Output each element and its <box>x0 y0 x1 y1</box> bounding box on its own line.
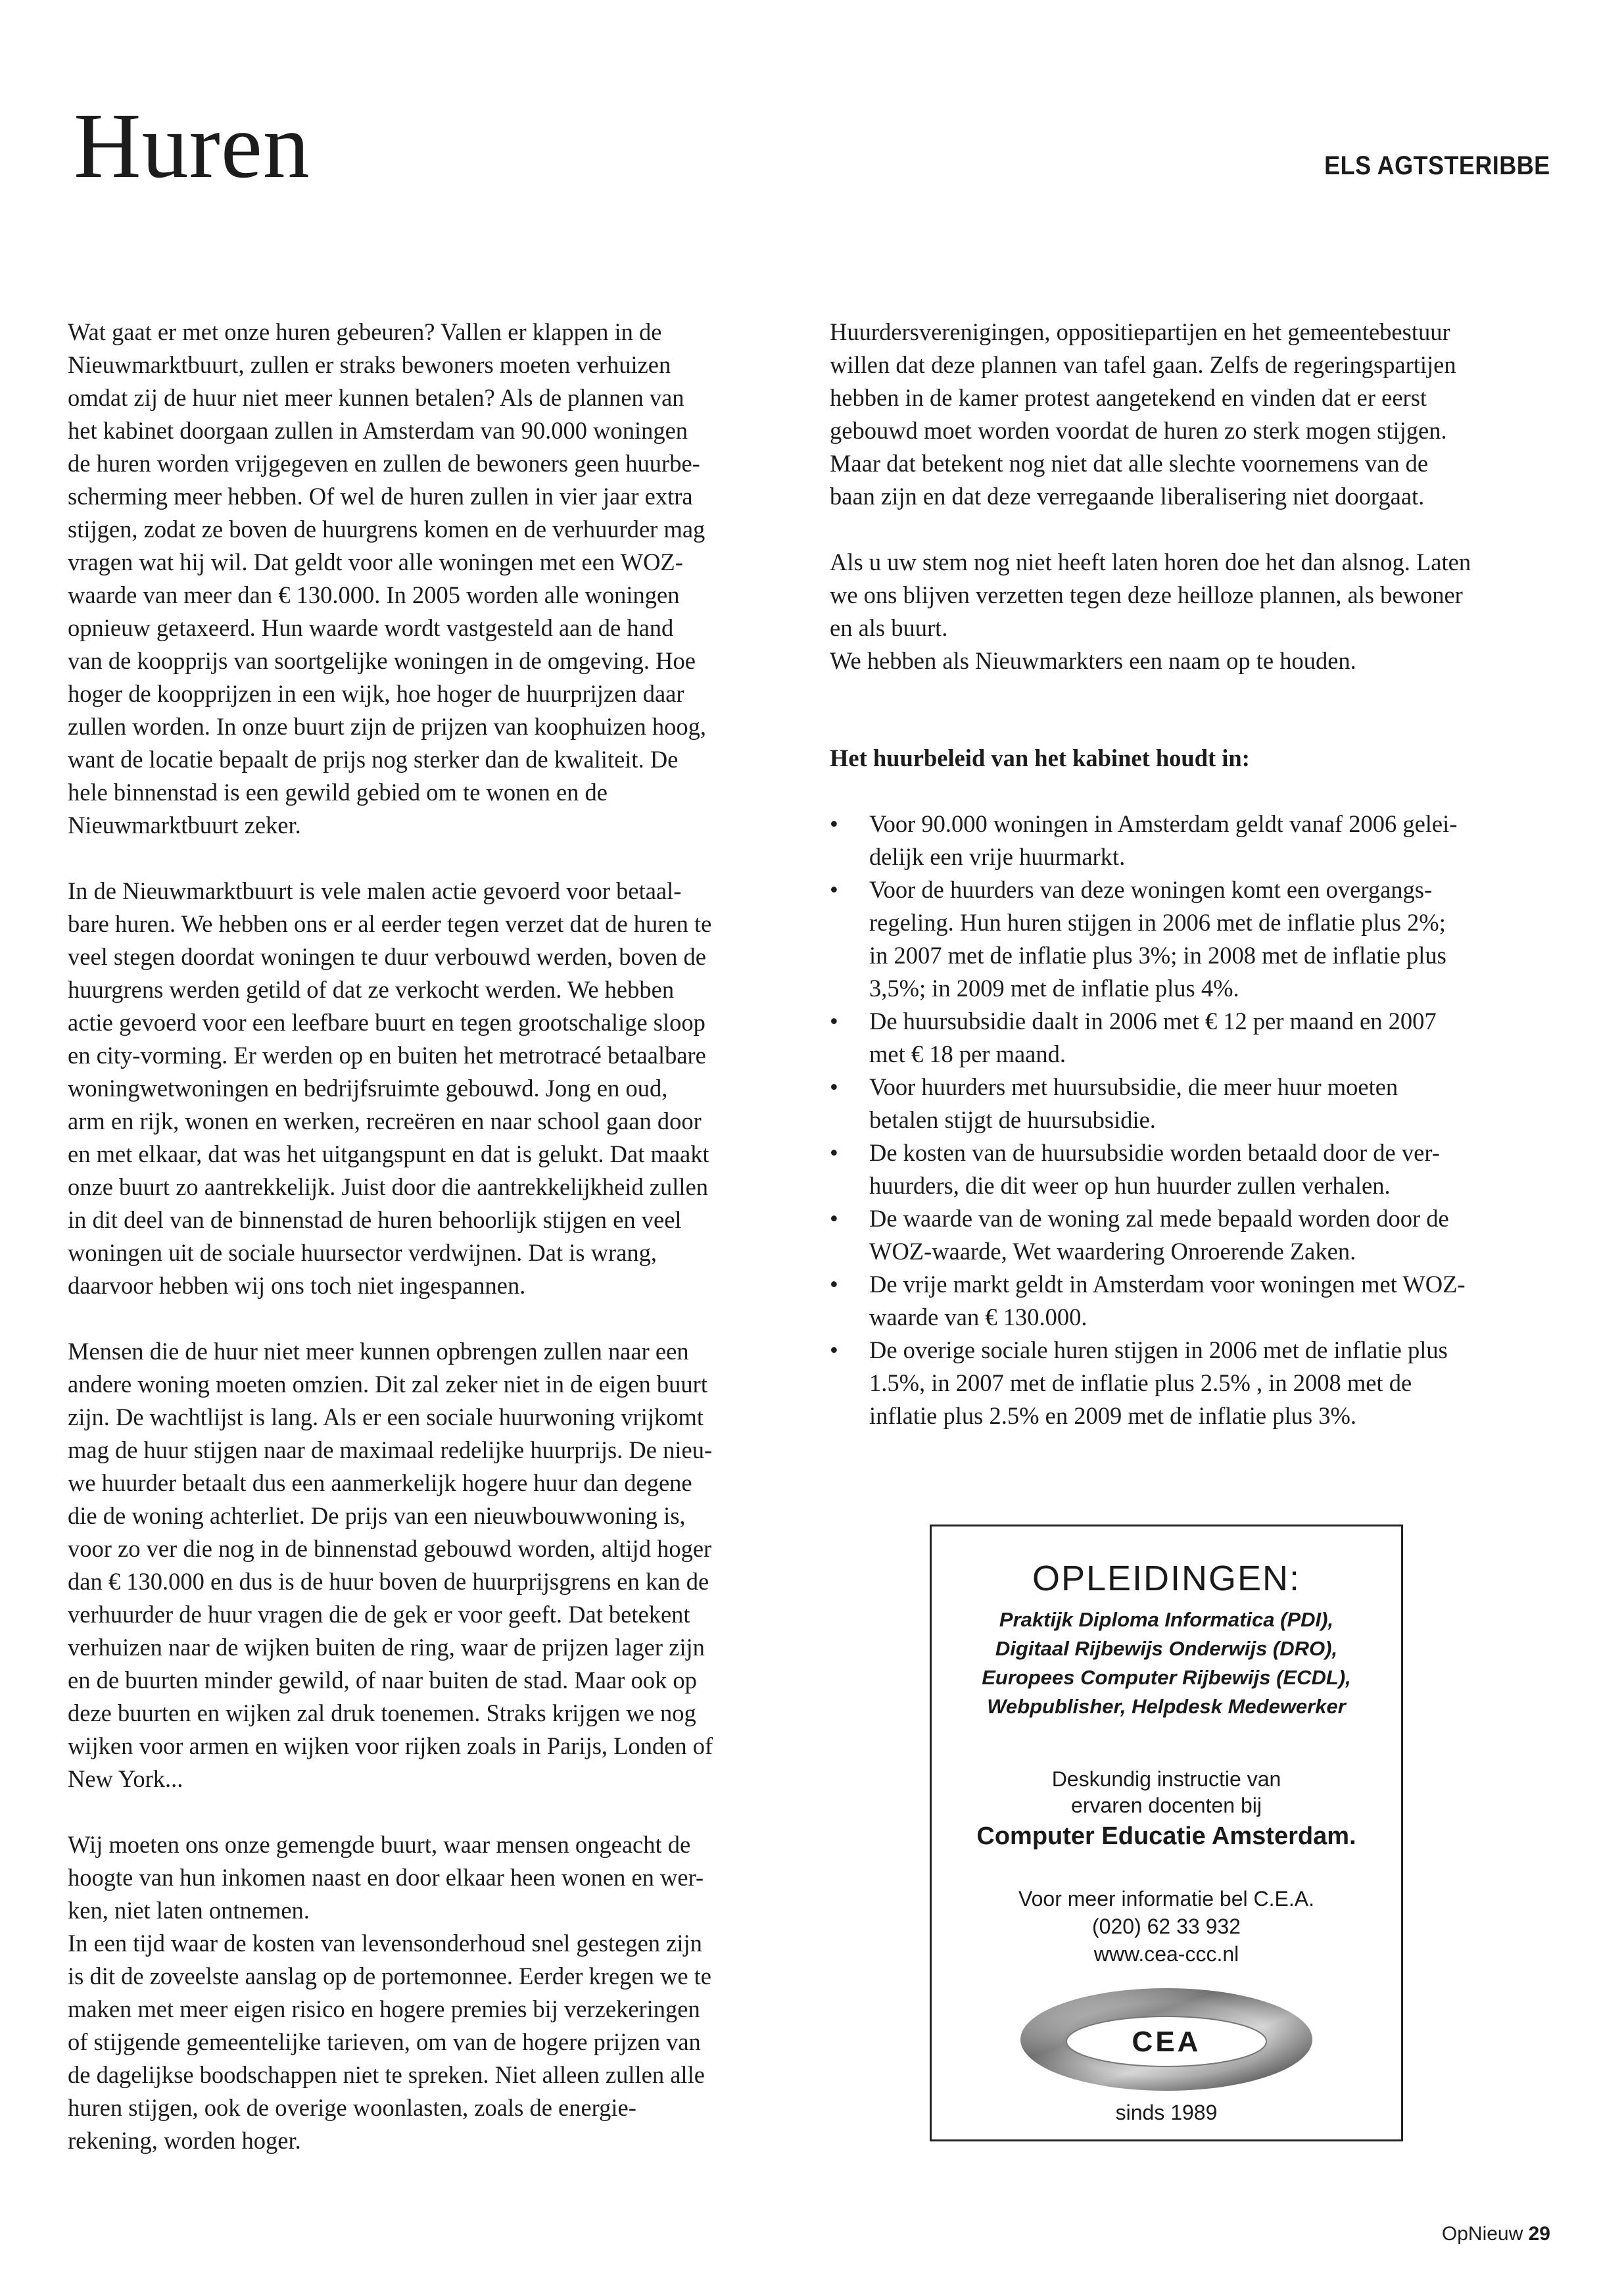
paragraph <box>68 875 788 1302</box>
text-line: vragen wat hij wil. Dat geldt voor alle woningen met een WOZ- <box>68 549 683 575</box>
text-line: en city-vorming. Er werden op en buiten het metrotracé betaalbare <box>68 1042 706 1069</box>
page-number: 29 <box>1528 2223 1550 2245</box>
section-heading: Het huurbeleid van het kabinet houdt in: <box>830 744 1250 771</box>
text-line: wijken voor armen en wijken voor rijken zoals in Parijs, Londen of <box>68 1732 713 1759</box>
author-name: ELS AGTSTERIBBE <box>1324 151 1550 180</box>
text-line: Praktijk Diploma Informatica (PDI), <box>999 1608 1334 1631</box>
ad-company-name: Computer Educatie Amsterdam. <box>976 1822 1356 1850</box>
list-item <box>830 1268 1546 1334</box>
text-line: Nieuwmarktbuurt, zullen er straks bewoners moeten verhuizen <box>68 351 671 378</box>
text-line: bare huren. We hebben ons er al eerder tegen verzet dat de huren te <box>68 910 712 937</box>
advertisement-box <box>930 1525 1403 2141</box>
text-line: daarvoor hebben wij ons toch niet ingespannen. <box>68 1272 526 1299</box>
text-line: • Voor huurders met huursubsidie, die meer huur moeten <box>869 1073 1398 1100</box>
text-line: de huren worden vrijgegeven en zullen de bewoners geen huurbe- <box>68 450 700 477</box>
text-line: andere woning moeten omzien. Dit zal zeker niet in de eigen buurt <box>68 1371 707 1398</box>
paragraph <box>68 1828 788 1927</box>
text-line: Digitaal Rijbewijs Onderwijs (DRO), <box>995 1637 1338 1660</box>
ad-title: OPLEIDINGEN: <box>1032 1559 1301 1598</box>
text-line: opnieuw getaxeerd. Hun waarde wordt vastgesteld aan de hand <box>68 614 674 641</box>
text-line: Maar dat betekent nog niet dat alle slechte voornemens van de <box>830 450 1429 477</box>
text-line: gebouwd moet worden voordat de huren zo sterk mogen stijgen. <box>830 417 1447 444</box>
text-line: onze buurt zo aantrekkelijk. Juist door die aantrekkelijkheid zullen <box>68 1173 709 1200</box>
list-item <box>830 873 1546 1005</box>
text-line: actie gevoerd voor een leefbare buurt en tegen grootschalige sloop <box>68 1009 705 1036</box>
list-item <box>830 1136 1546 1202</box>
text-line: die de woning achterliet. De prijs van een nieuwbouwwoning is, <box>68 1502 686 1529</box>
cea-logo <box>1015 1984 1318 2095</box>
text-line: ken, niet laten ontnemen. <box>68 1897 310 1924</box>
text-line: zijn. De wachtlijst is lang. Als er een sociale huurwoning vrijkomt <box>68 1403 704 1430</box>
logo-text: CEA <box>1132 2026 1201 2058</box>
text-line: is dit de zoveelste aanslag op de portemonnee. Eerder kregen we te <box>68 1963 712 1989</box>
text-line: In een tijd waar de kosten van levensonderhoud snel gestegen zijn <box>68 1930 702 1957</box>
list-item <box>830 1202 1546 1268</box>
text-line: Voor meer informatie bel C.E.A. <box>1018 1887 1314 1911</box>
text-line: hele binnenstad is een gewild gebied om te wonen en de <box>68 779 608 806</box>
ad-instruction <box>932 1766 1401 1818</box>
text-line: huurgrens werden getild of dat ze verkocht werden. We hebben <box>68 976 675 1003</box>
list-item <box>830 1334 1546 1432</box>
text-line: • De kosten van de huursubsidie worden betaald door de ver- <box>869 1139 1440 1166</box>
text-line: stijgen, zodat ze boven de huurgrens komen en de verhuurder mag <box>68 516 705 543</box>
text-line: WOZ-waarde, Wet waardering Onroerende Zaken. <box>869 1238 1356 1265</box>
ad-since-year: sinds 1989 <box>1115 2101 1218 2124</box>
text-line: • Voor de huurders van deze woningen komt een overgangs- <box>869 876 1433 903</box>
paragraph <box>830 316 1546 513</box>
paragraph <box>68 316 788 842</box>
list-item <box>830 1071 1546 1136</box>
text-line: willen dat deze plannen van tafel gaan. Zelfs de regeringspartijen <box>830 351 1456 378</box>
text-line: inflatie plus 2.5% en 2009 met de inflatie plus 3%. <box>869 1402 1356 1429</box>
text-line: en als buurt. <box>830 614 948 641</box>
text-line: in dit deel van de binnenstad de huren behoorlijk stijgen en veel <box>68 1206 682 1233</box>
text-line: zullen worden. In onze buurt zijn de prijzen van koophuizen hoog, <box>68 713 707 740</box>
text-line: woningen uit de sociale huursector verdwijnen. Dat is wrang, <box>68 1239 657 1266</box>
paragraph <box>68 1927 788 2157</box>
paragraph <box>830 645 1546 677</box>
text-line: Nieuwmarktbuurt zeker. <box>68 812 301 839</box>
magazine-name: OpNieuw <box>1441 2223 1523 2245</box>
text-line: en de buurten minder gewild, of naar buiten de stad. Maar ook op <box>68 1667 697 1694</box>
text-line: we ons blijven verzetten tegen deze heilloze plannen, als bewoner <box>830 581 1463 608</box>
text-line: verhuizen naar de wijken buiten de ring, waar de prijzen lager zijn <box>68 1634 705 1661</box>
text-line: dan € 130.000 en dus is de huur boven de huurprijsgrens en kan de <box>68 1568 709 1595</box>
text-line: veel stegen doordat woningen te duur verbouwd werden, boven de <box>68 943 707 970</box>
text-line: huren stijgen, ook de overige woonlasten, zoals de energie- <box>68 2094 636 2121</box>
text-line: waarde van € 130.000. <box>869 1304 1087 1330</box>
text-line: Wij moeten ons onze gemengde buurt, waar mensen ongeacht de <box>68 1831 691 1858</box>
text-line: huurders, die dit weer op hun huurder zullen verhalen. <box>869 1172 1391 1199</box>
text-line: omdat zij de huur niet meer kunnen betalen? Als de plannen van <box>68 384 684 411</box>
page-footer <box>1442 2223 1550 2245</box>
text-line: de dagelijkse boodschappen niet te spreken. Niet alleen zullen alle <box>68 2061 705 2088</box>
text-line: Mensen die de huur niet meer kunnen opbrengen zullen naar een <box>68 1338 689 1365</box>
text-line: baan zijn en dat deze verregaande liberalisering niet doorgaat. <box>830 483 1425 510</box>
text-line: verhuurder de huur vragen die de gek er voor geeft. Dat betekent <box>68 1601 690 1628</box>
text-line: www.cea-ccc.nl <box>1093 1942 1239 1966</box>
text-line: woningwetwoningen en bedrijfsruimte gebouwd. Jong en oud, <box>68 1075 668 1102</box>
text-line: Wat gaat er met onze huren gebeuren? Vallen er klappen in de <box>68 318 662 345</box>
text-line: hoger de koopprijzen in een wijk, hoe hoger de huurprijzen daar <box>68 680 684 707</box>
paragraph <box>68 1335 788 1795</box>
text-line: waarde van meer dan € 130.000. In 2005 worden alle woningen <box>68 581 680 608</box>
list-item <box>830 808 1546 873</box>
text-line: In de Nieuwmarktbuurt is vele malen actie gevoerd voor betaal- <box>68 877 682 904</box>
text-line: (020) 62 33 932 <box>1092 1915 1241 1938</box>
text-line: ervaren docenten bij <box>1071 1794 1262 1817</box>
article-title: Huren <box>74 93 310 197</box>
text-line: betalen stijgt de huursubsidie. <box>869 1106 1156 1133</box>
text-line: Huurdersverenigingen, oppositiepartijen en het gemeentebestuur <box>830 318 1450 345</box>
text-line: hoogte van hun inkomen naast en door elkaar heen wonen en wer- <box>68 1864 704 1891</box>
text-line: in 2007 met de inflatie plus 3%; in 2008 met de inflatie plus <box>869 942 1446 969</box>
text-line: het kabinet doorgaan zullen in Amsterdam van 90.000 woningen <box>68 417 688 444</box>
text-line: Als u uw stem nog niet heeft laten horen doe het dan alsnog. Laten <box>830 549 1471 575</box>
text-line: mag de huur stijgen naar de maximaal redelijke huurprijs. De nieu- <box>68 1436 713 1463</box>
text-line: met € 18 per maand. <box>869 1040 1066 1067</box>
text-line: want de locatie bepaalt de prijs nog sterker dan de kwaliteit. De <box>68 746 679 773</box>
text-line: • Voor 90.000 woningen in Amsterdam geldt vanaf 2006 gelei- <box>869 810 1458 837</box>
text-line: arm en rijk, wonen en werken, recreëren en naar school gaan door <box>68 1108 702 1135</box>
text-line: Deskundig instructie van <box>1051 1767 1281 1791</box>
paragraph <box>830 546 1546 645</box>
text-line: rekening, worden hoger. <box>68 2127 301 2154</box>
ad-course-list <box>932 1605 1401 1721</box>
text-line: New York... <box>68 1765 183 1792</box>
text-line: deze buurten en wijken zal druk toenemen. Straks krijgen we nog <box>68 1699 696 1726</box>
text-line: regeling. Hun huren stijgen in 2006 met de inflatie plus 2%; <box>869 909 1446 936</box>
text-line: van de koopprijs van soortgelijke woningen in de omgeving. Hoe <box>68 647 696 674</box>
text-line: • De huursubsidie daalt in 2006 met € 12 per maand en 2007 <box>869 1008 1437 1035</box>
text-line: scherming meer hebben. Of wel de huren zullen in vier jaar extra <box>68 483 693 510</box>
text-line: hebben in de kamer protest aangetekend en vinden dat er eerst <box>830 384 1427 411</box>
text-line: • De waarde van de woning zal mede bepaald worden door de <box>869 1205 1449 1232</box>
text-line: we huurder betaalt dus een aanmerkelijk hogere huur dan degene <box>68 1469 692 1496</box>
text-line: Webpublisher, Helpdesk Medewerker <box>987 1695 1346 1718</box>
text-line: • De overige sociale huren stijgen in 2006 met de inflatie plus <box>869 1336 1448 1363</box>
text-line: delijk een vrije huurmarkt. <box>869 843 1126 870</box>
text-line: voor zo ver die nog in de binnenstad gebouwd worden, altijd hoger <box>68 1535 712 1562</box>
text-line: maken met meer eigen risico en hogere premies bij verzekeringen <box>68 1995 700 2022</box>
left-column <box>68 316 788 2190</box>
right-column <box>830 316 1546 1432</box>
text-line: • De vrije markt geldt in Amsterdam voor woningen met WOZ- <box>869 1271 1466 1298</box>
text-line: en met elkaar, dat was het uitgangspunt en dat is gelukt. Dat maakt <box>68 1140 709 1167</box>
text-line: of stijgende gemeentelijke tarieven, om van de hogere prijzen van <box>68 2028 701 2055</box>
text-line: Europees Computer Rijbewijs (ECDL), <box>982 1666 1351 1689</box>
bullet-list <box>830 808 1546 1432</box>
ad-contact-info <box>932 1885 1401 1968</box>
text-line: 1.5%, in 2007 met de inflatie plus 2.5% , in 2008 met de <box>869 1369 1412 1396</box>
list-item <box>830 1005 1546 1071</box>
text-line: 3,5%; in 2009 met de inflatie plus 4%. <box>869 975 1239 1002</box>
text-line: We hebben als Nieuwmarkters een naam op te houden. <box>830 647 1356 674</box>
